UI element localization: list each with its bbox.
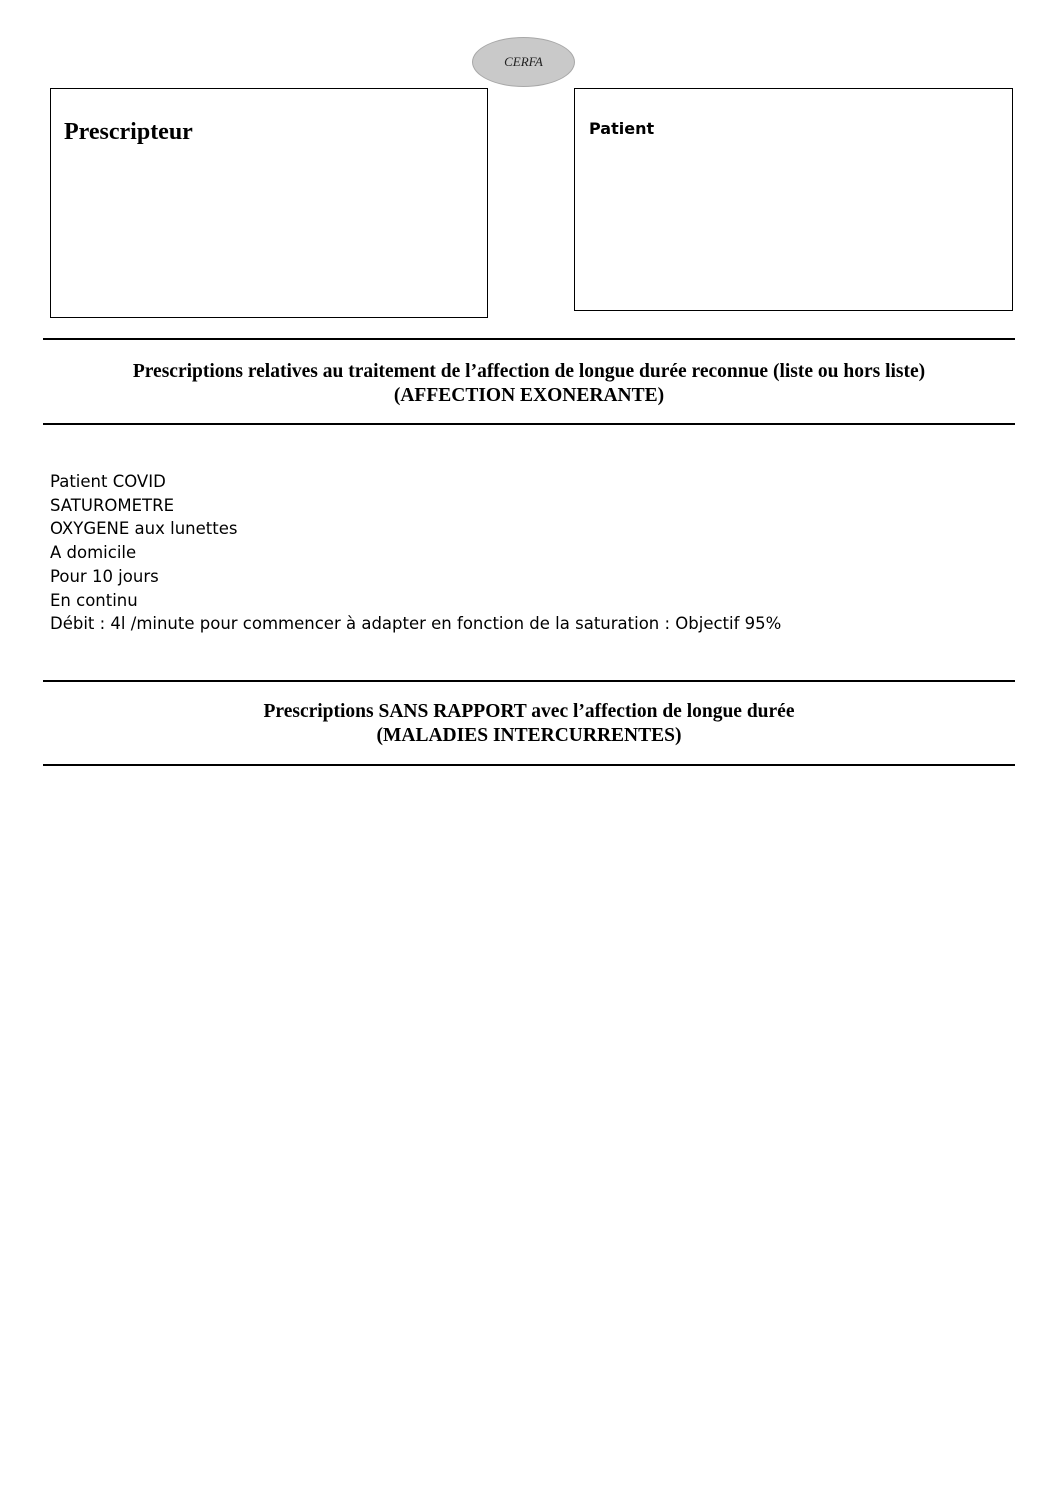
patient-box: [574, 88, 1013, 311]
prescription-line: Débit : 4l /minute pour commencer à adapter en fonction de la saturation : Objectif 95%: [50, 614, 782, 634]
divider: [43, 680, 1015, 682]
divider: [43, 764, 1015, 766]
prescripteur-box: [50, 88, 488, 318]
intercurrent-heading-line2: (MALADIES INTERCURRENTES): [376, 725, 682, 746]
prescription-line: Patient COVID: [50, 472, 166, 491]
prescription-line: SATUROMETRE: [50, 495, 175, 515]
patient-title: Patient: [589, 119, 655, 138]
ald-heading-line1: Prescriptions relatives au traitement de l’affection de longue durée reconnue (liste ou hors liste): [132, 361, 926, 382]
prescription-line: A domicile: [50, 543, 137, 563]
intercurrent-heading-line1: Prescriptions SANS RAPPORT avec l’affection de longue durée: [263, 701, 795, 722]
divider: [43, 338, 1015, 340]
cerfa-label: CERFA: [504, 54, 543, 69]
ald-heading-line2: (AFFECTION EXONERANTE): [393, 385, 665, 406]
ald-prescription-list: [50, 470, 781, 636]
intercurrent-section-heading: [43, 700, 1015, 748]
prescripteur-title: Prescripteur: [64, 119, 193, 145]
prescription-line: OXYGENE aux lunettes: [50, 519, 238, 539]
cerfa-badge: [472, 37, 575, 87]
prescription-line: En continu: [50, 590, 138, 610]
prescription-line: Pour 10 jours: [50, 566, 159, 586]
ald-section-heading: [43, 360, 1015, 408]
divider: [43, 423, 1015, 425]
